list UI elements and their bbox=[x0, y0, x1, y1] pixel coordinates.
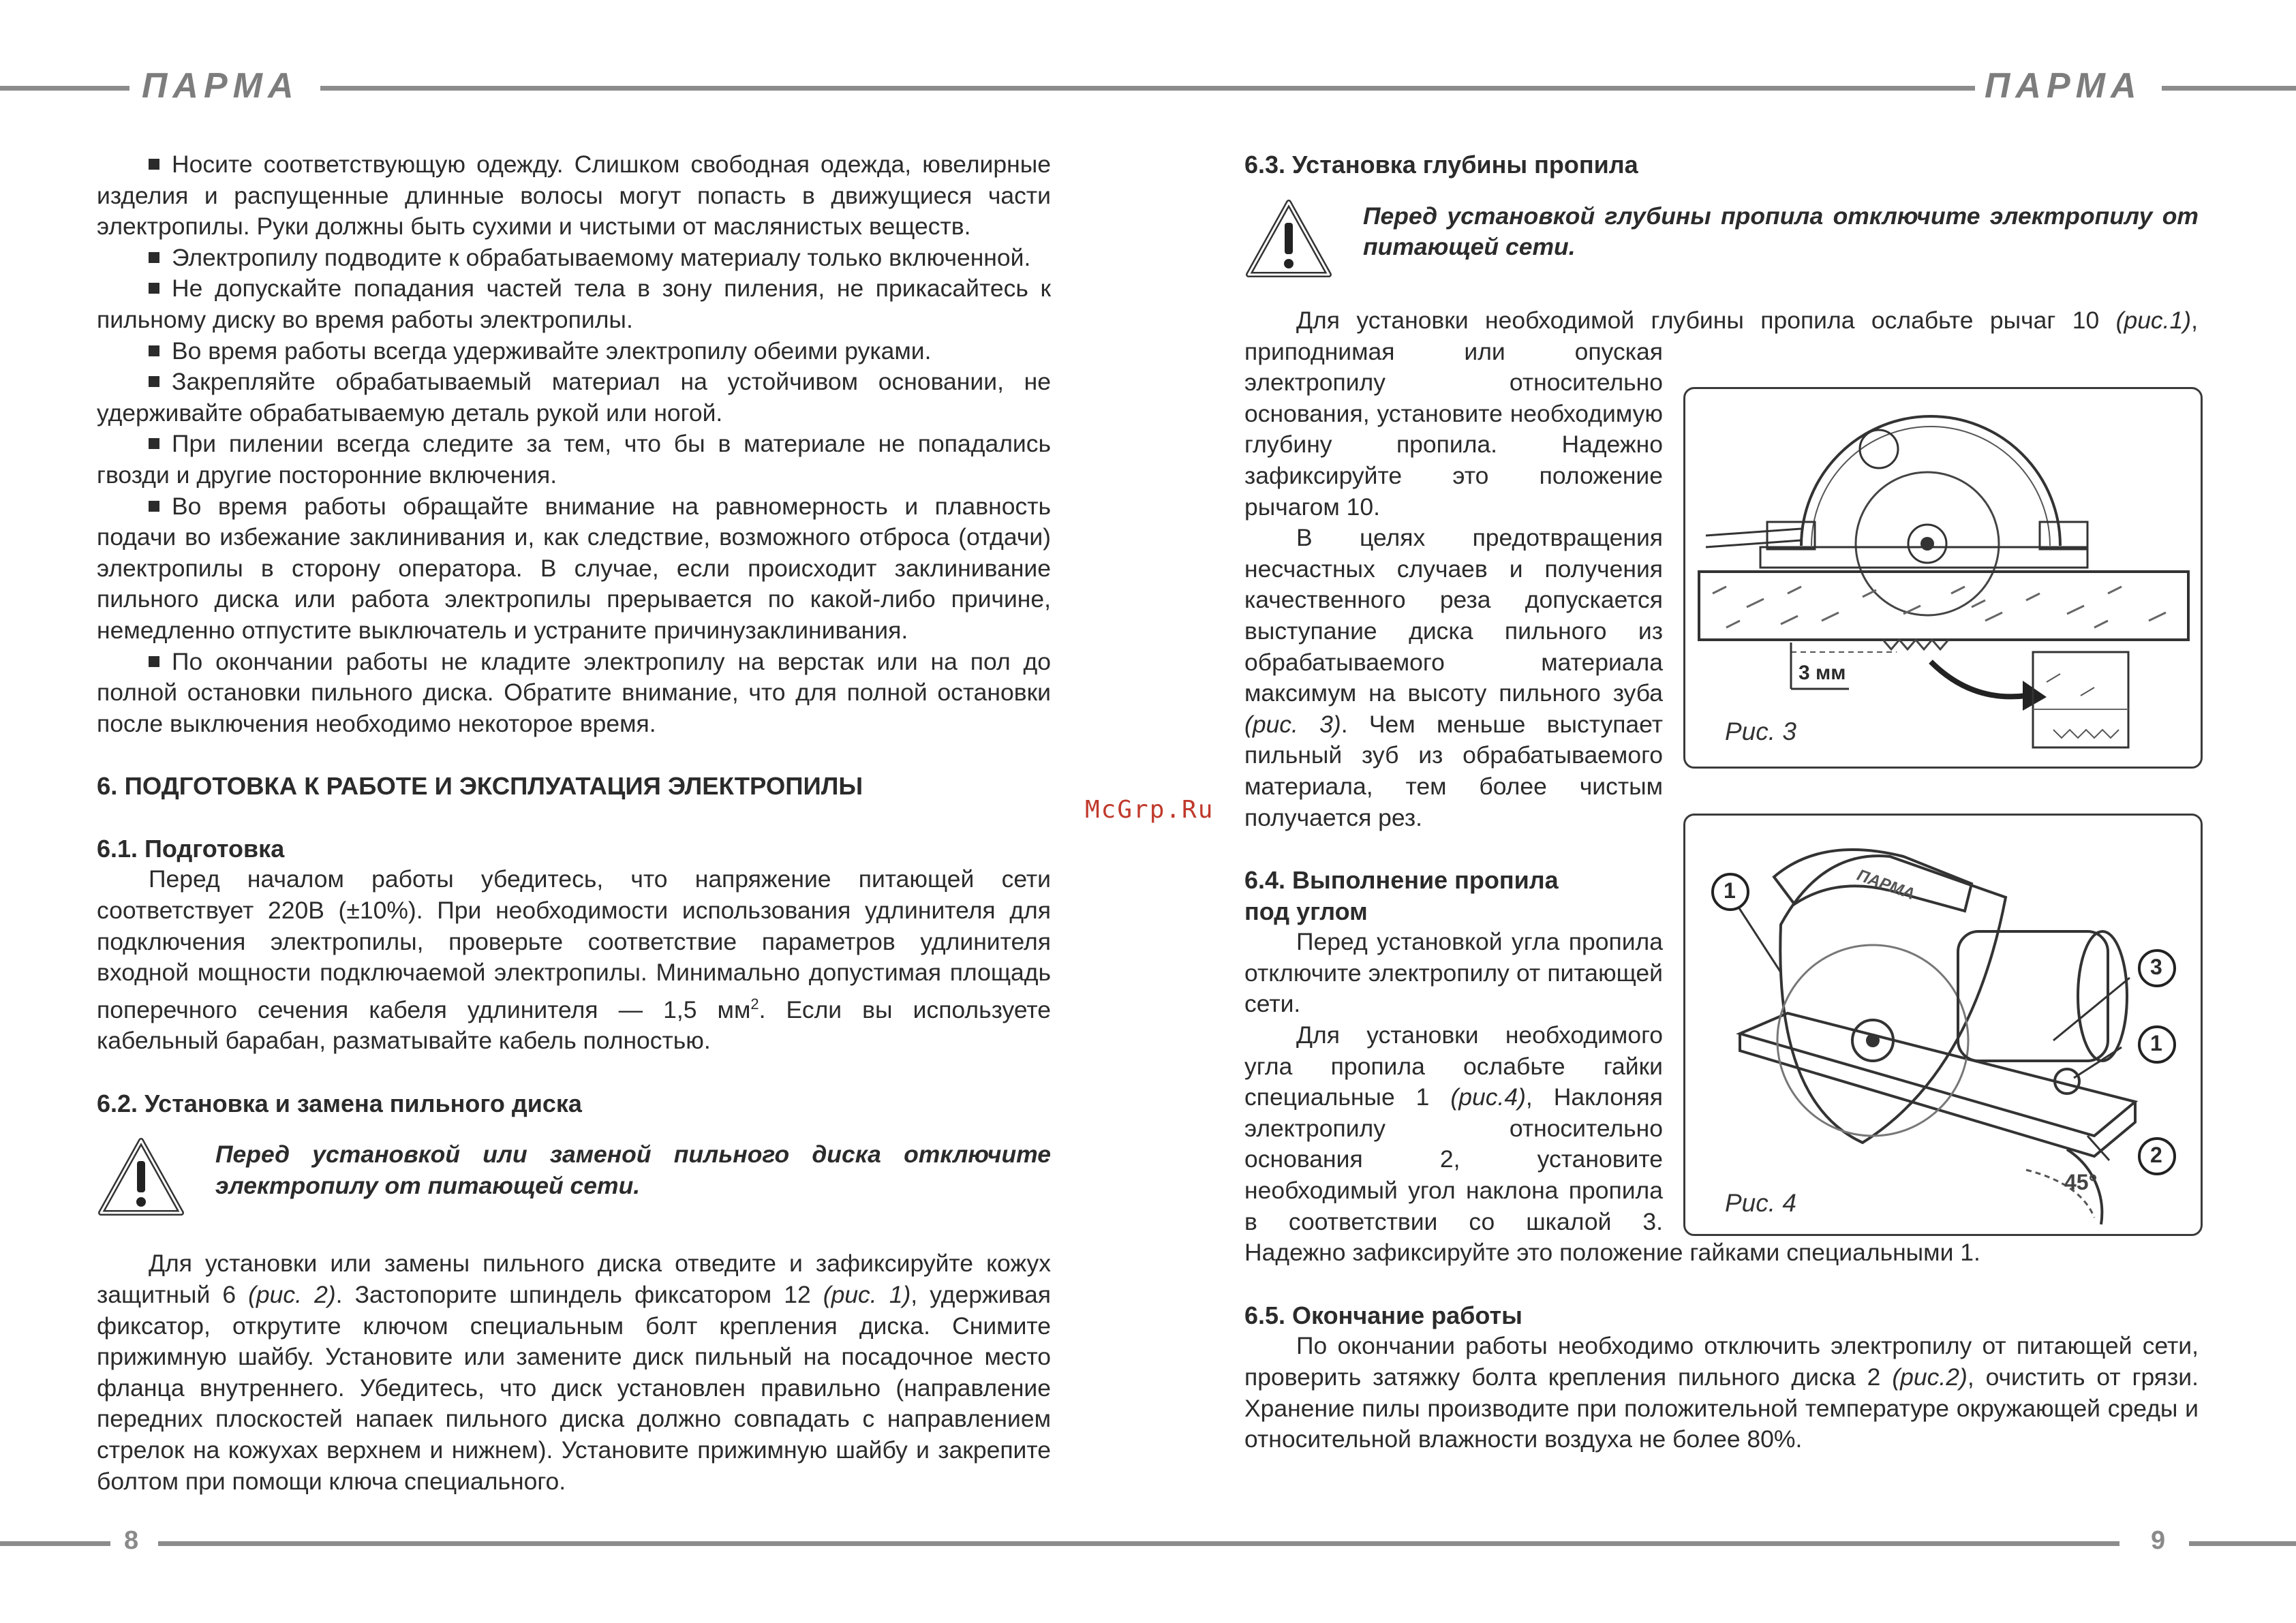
fig3-caption: Рис. 3 bbox=[1725, 717, 1796, 745]
section-6-3-paragraph-1: Для установки необходимой глубины пропила ослабьте рычаг 10 (рис.1), приподнимая или опуская электропилу относительно основания, установите необходимую глубину пропила. Надежно зафиксируйте это положение рычагом 10. bbox=[1244, 307, 2198, 521]
section-6-3-paragraph-2: В целях предотвращения несчастных случаев и получения качественного реза допускается выступание диска пильного из обрабатываемого материала максимум на высоту пильного зуба (рис. 3). Чем меньше выступает пильный зуб из обрабатываемого материала, тем более чистым получается рез. bbox=[1244, 524, 1663, 831]
footer-rule-left bbox=[0, 1541, 110, 1546]
fig4-angle-label: 45° bbox=[2064, 1170, 2098, 1194]
bullet-icon bbox=[149, 438, 159, 449]
bullet-item: Во время работы всегда удерживайте электропилу обеими руками. bbox=[97, 336, 1051, 367]
warning-block bbox=[97, 1139, 1051, 1217]
bullet-icon bbox=[149, 345, 159, 356]
bullet-icon bbox=[149, 159, 159, 170]
right-column bbox=[1244, 149, 2199, 279]
warning-text: Перед установкой глубины пропила отключите электропилу от питающей сети. bbox=[1363, 202, 2199, 261]
bullet-item: Закрепляйте обрабатываемый материал на устойчивом основании, не удерживайте обрабатываемую деталь рукой или ногой. bbox=[97, 368, 1051, 427]
section-6-2-text: Для установки или замены пильного диска отведите и зафиксируйте кожух защитный 6 (рис. 2). Застопорите шпиндель фиксатором 12 (рис. 1), удерживая фиксатор, открутите ключом специальным болт крепления диска. Снимите прижимную шайбу. Установите или замените диск пильный на посадочное место фланца внутреннего. Убедитесь, что диск установлен правильно (направление передних плоскостей напаек пильного диска должно совпадать с направлением стрелок на кожухах верхнем и нижнем). Установите прижимную шайбу и закрепите болтом при помощи ключа специального. bbox=[97, 1250, 1051, 1495]
fig3-dimension-label: 3 мм bbox=[1798, 662, 1846, 684]
section-6-3-title: 6.3. Установка глубины пропила bbox=[1244, 151, 1638, 179]
header-rule-right bbox=[2162, 86, 2296, 91]
bullet-item: Не допускайте попадания частей тела в зону пиления, не прикасайтесь к пильному диску во время работы электропилы. bbox=[97, 275, 1051, 333]
warning-icon bbox=[97, 1137, 185, 1217]
section-6-title: 6. ПОДГОТОВКА К РАБОТЕ И ЭКСПЛУАТАЦИЯ ЭЛЕКТРОПИЛЫ bbox=[97, 772, 863, 801]
section-6-5-paragraph: По окончании работы необходимо отключить электропилу от питающей сети, проверить затяжку болта крепления пильного диска 2 (рис.2), очистить от грязи. Хранение пилы производите при положительной температуре окружающей среды и относительной влажности воздуха не более 80%. bbox=[1244, 1332, 2199, 1453]
fig4-marker-1b: 1 bbox=[2150, 1031, 2162, 1055]
logo-left: ПАРМА bbox=[142, 66, 299, 106]
right-column-flow bbox=[1244, 305, 2199, 1455]
bullet-item: По окончании работы не кладите электропилу на верстак или на пол до полной остановки пильного диска. Обратите внимание, что для полной остановки после выключения необходимо некоторое время. bbox=[97, 647, 1051, 737]
fig4-marker-2: 2 bbox=[2150, 1143, 2162, 1167]
bullet-icon bbox=[149, 376, 159, 387]
bullet-item: Во время работы обращайте внимание на равномерность и плавность подачи во избежание заклинивания и, как следствие, возможного отброса (отдачи) электропилы в сторону оператора. В случае, если происходит заклинивание пильного диска или работа электропилы прерывается по какой-либо причине, немедленно отпустите выключатель и устраните причинузаклинивания. bbox=[97, 492, 1051, 644]
bullet-icon bbox=[149, 501, 159, 512]
section-6-1-text: Перед началом работы убедитесь, что напряжение питающей сети соответствует 220В (±10%). При необходимости использования удлинителя для подключения электропилы, проверьте соответствие параметров удлинителя входной мощности подключаемой электропилы. Минимально допустимая площадь поперечного сечения кабеля удлинителя — 1,5 $мм^2$. Если вы используете кабельный барабан, разматывайте кабель полностью. bbox=[97, 865, 1051, 1055]
warning-block bbox=[1244, 201, 2199, 279]
bullet-icon bbox=[149, 656, 159, 667]
fig4-marker-3: 3 bbox=[2150, 955, 2162, 979]
bullet-item: Электропилу подводите к обрабатываемому материалу только включенной. bbox=[97, 243, 1051, 274]
watermark: McGrp.Ru bbox=[1085, 796, 1214, 824]
bullet-item: При пилении всегда следите за тем, что бы в материале не попадались гвозди и другие посторонние включения. bbox=[97, 430, 1051, 489]
section-6-2-title: 6.2. Установка и замена пильного диска bbox=[97, 1089, 582, 1117]
footer-rule-right bbox=[2189, 1541, 2296, 1546]
page-number-left: 8 bbox=[124, 1526, 139, 1555]
section-6-5-title: 6.5. Окончание работы bbox=[1244, 1301, 1522, 1329]
left-column bbox=[97, 149, 1051, 1497]
header-rule-left bbox=[0, 86, 129, 91]
bullet-item: Носите соответствующую одежду. Слишком свободная одежда, ювелирные изделия и распущенные длинные волосы могут попасть в движущиеся части электропилы. Руки должны быть сухими и чистыми от маслянистых веществ. bbox=[97, 151, 1051, 241]
footer-rule-center bbox=[158, 1541, 2119, 1546]
logo-right: ПАРМА bbox=[1985, 66, 2142, 106]
header-rule-center bbox=[320, 86, 1975, 91]
section-6-4-paragraph-1: Перед установкой угла пропила отключите электропилу от питающей сети. bbox=[1244, 928, 1663, 1018]
bullet-icon bbox=[149, 252, 159, 263]
section-6-1-title: 6.1. Подготовка bbox=[97, 834, 285, 863]
warning-text: Перед установкой или заменой пильного диска отключите электропилу от питающей сети. bbox=[215, 1141, 1051, 1200]
page-number-right: 9 bbox=[2151, 1526, 2166, 1555]
fig4-brand-label: ПАРМА bbox=[1854, 865, 1918, 904]
section-6-4-title: 6.4. Выполнение пропила под углом bbox=[1244, 866, 1559, 925]
warning-icon bbox=[1244, 198, 1333, 279]
fig4-caption: Рис. 4 bbox=[1725, 1189, 1796, 1217]
section-6-4-paragraph-2: Для установки необходимого угла пропила ослабьте гайки специальные 1 (рис.4), Наклоняя электропилу относительно основания 2, установите необходимый угол наклона пропила в соответствии со шкалой 3. Надежно зафиксируйте это положение гайками специальными 1. bbox=[1244, 1021, 1980, 1267]
bullet-icon bbox=[149, 283, 159, 294]
fig4-marker-1: 1 bbox=[1724, 878, 1736, 903]
